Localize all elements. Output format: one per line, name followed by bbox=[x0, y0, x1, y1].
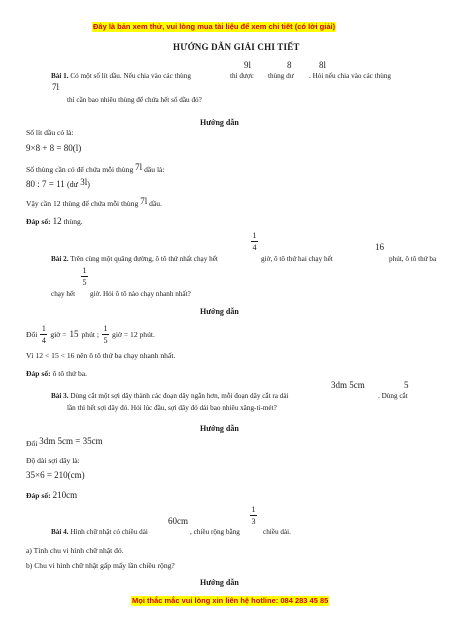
bai1-line2: thì cần bao nhiêu thùng để chứa hết số dầu đó? bbox=[67, 96, 202, 104]
bai3-sol1-math: 3dm 5cm = 35cm bbox=[39, 436, 103, 446]
bai1-sol3-math: 7l bbox=[140, 196, 148, 206]
bai3-text-1: Dùng cắt một sợi dây thành các đoạn dây ngắn hơn, mỗi đoạn dây cắt ra dài bbox=[70, 392, 289, 400]
bai2-sol1 bbox=[26, 324, 155, 345]
math-7l: 7l bbox=[52, 82, 60, 92]
bai2-text-3: phút, ô tô thứ ba bbox=[389, 255, 437, 263]
bai3-text-2: . Dùng cắt bbox=[378, 392, 408, 400]
bai1-sol3-end: dầu. bbox=[149, 199, 163, 208]
bai1-label: Bài 1. bbox=[51, 72, 69, 80]
math-9l: 9l bbox=[244, 60, 252, 70]
bottom-banner: Mọi thắc mắc vui lòng xin liên hệ hotline: 084 283 45 85 bbox=[132, 596, 329, 605]
fraction-1-5 bbox=[81, 266, 88, 287]
bai2-sol2: Vì 12 < 15 < 16 nên ô tô thứ ba chạy nhanh nhất. bbox=[26, 351, 176, 360]
bai2-label: Bài 2. bbox=[51, 255, 69, 263]
document-title: HƯỚNG DẪN GIẢI CHI TIẾT bbox=[173, 42, 300, 52]
bai4-text-3: chiều dài. bbox=[263, 528, 291, 536]
heading-bai1: Hướng dẫn bbox=[200, 118, 239, 127]
bai1-answer-label: Đáp số: bbox=[26, 217, 51, 226]
bai2-sol1-15: 15 bbox=[69, 329, 79, 339]
bai3-sol1 bbox=[26, 438, 103, 449]
bai1-sol2-text: Số thùng cần có để chứa mỗi thùng bbox=[26, 165, 134, 174]
bai1-answer-num: 12 bbox=[52, 216, 62, 226]
heading-bai4: Hướng dẫn bbox=[200, 578, 239, 587]
bai1-eq1: 9×8 + 8 = 80(l) bbox=[26, 143, 82, 153]
bai4-text-2: , chiều rộng bằng bbox=[190, 528, 240, 536]
math-60cm: 60cm bbox=[168, 516, 188, 526]
top-banner: Đây là bản xem thử, vui lòng mua tài liệu để xem chi tiết (có lời giải) bbox=[93, 22, 336, 31]
bai2-line2b: giờ. Hỏi ô tô nào chạy nhanh nhất? bbox=[90, 290, 191, 298]
bai3-line1 bbox=[51, 392, 289, 401]
bai2-answer-label: Đáp số: bbox=[26, 369, 51, 378]
fraction-den: 4 bbox=[252, 243, 257, 252]
bai1-text-3: thùng dư bbox=[268, 72, 294, 80]
bai2-answer-text: ô tô thứ ba. bbox=[52, 369, 88, 378]
bai3-label: Bài 3. bbox=[51, 392, 69, 400]
fraction-num: 1 bbox=[251, 505, 256, 514]
math-8l: 8l bbox=[319, 60, 327, 70]
heading-bai3: Hướng dẫn bbox=[200, 424, 239, 433]
math-16: 16 bbox=[375, 242, 384, 252]
bai3-answer-math: 210cm bbox=[52, 490, 78, 500]
math-5: 5 bbox=[404, 380, 409, 390]
bai1-eq2-a: 80 : 7 = 11 bbox=[26, 179, 65, 189]
bai2-sol1-d: giờ = 12 phút. bbox=[112, 329, 155, 339]
bai2-text-2: giờ, ô tô thứ hai chạy hết bbox=[261, 255, 333, 263]
fraction-num: 1 bbox=[103, 324, 108, 333]
bai4-label: Bài 4. bbox=[51, 528, 69, 536]
bai4-question-a: a) Tính chu vi hình chữ nhật đó. bbox=[26, 546, 124, 555]
bai1-answer-text: thùng. bbox=[63, 217, 83, 226]
bai1-answer bbox=[26, 216, 83, 227]
heading-bai2: Hướng dẫn bbox=[200, 307, 239, 316]
bai4-text-1: Hình chữ nhật có chiều dài bbox=[70, 528, 148, 536]
bai3-eq: 35×6 = 210(cm) bbox=[26, 470, 85, 480]
bai1-sol2 bbox=[26, 164, 165, 175]
bai2-text-1: Trên cùng một quãng đường, ô tô thứ nhất chạy hết bbox=[70, 255, 218, 263]
fraction-den: 3 bbox=[251, 517, 256, 526]
fraction-1-4 bbox=[251, 231, 258, 252]
bai2-sol1-b: giờ = bbox=[50, 329, 67, 339]
bai2-answer bbox=[26, 369, 87, 379]
bai3-sol1-a: Đổi bbox=[26, 439, 38, 448]
bai3-line2: lần thì hết sợi dây đó. Hỏi lúc đầu, sợi dây đó dài bao nhiêu xăng-ti-mét? bbox=[67, 404, 277, 412]
bai3-sol2: Độ dài sợi dây là: bbox=[26, 456, 80, 465]
bai2-sol1-c: phút ; bbox=[81, 329, 100, 339]
bai1-sol2-math: 7l bbox=[135, 162, 143, 172]
bai1-eq2 bbox=[26, 179, 90, 190]
fraction-num: 1 bbox=[252, 231, 257, 240]
bai1-text-1: Có một số lít dầu. Nếu chia vào các thùng bbox=[70, 72, 191, 80]
fraction-num: 1 bbox=[41, 324, 46, 333]
bai1-text-2: thì được bbox=[230, 72, 254, 80]
fraction-num: 1 bbox=[82, 266, 87, 275]
fraction-1-3 bbox=[250, 505, 257, 526]
bai2-line1 bbox=[51, 255, 218, 264]
fraction-den: 5 bbox=[82, 278, 87, 287]
bai1-sol3-text: Vậy cần 12 thùng để chứa mỗi thùng bbox=[26, 199, 139, 208]
bai4-question-b: b) Chu vi hình chữ nhật gấp mấy lần chiều rộng? bbox=[26, 561, 175, 570]
bai2-line2a: chạy hết bbox=[51, 290, 76, 298]
bai1-eq2-b: (dư bbox=[67, 180, 78, 189]
bai1-sol1: Số lít dầu có là: bbox=[26, 128, 74, 137]
math-8: 8 bbox=[287, 60, 292, 70]
bai2-sol1-a: Đổi bbox=[26, 329, 38, 339]
bai1-sol3 bbox=[26, 198, 162, 209]
bai1-eq2-d: ) bbox=[87, 180, 90, 189]
bai4-line1 bbox=[51, 528, 148, 537]
bai1-sol2-end: dầu là: bbox=[144, 165, 165, 174]
bai1-line1 bbox=[51, 72, 191, 81]
bai1-eq2-c: 3l bbox=[80, 177, 88, 187]
bai3-answer-label: Đáp số: bbox=[26, 491, 51, 500]
math-3dm5cm: 3dm 5cm bbox=[331, 380, 365, 390]
bai3-answer bbox=[26, 490, 77, 501]
fraction-den: 4 bbox=[41, 336, 46, 345]
bai1-text-4: . Hỏi nếu chia vào các thùng bbox=[309, 72, 392, 80]
fraction-den: 5 bbox=[103, 336, 108, 345]
